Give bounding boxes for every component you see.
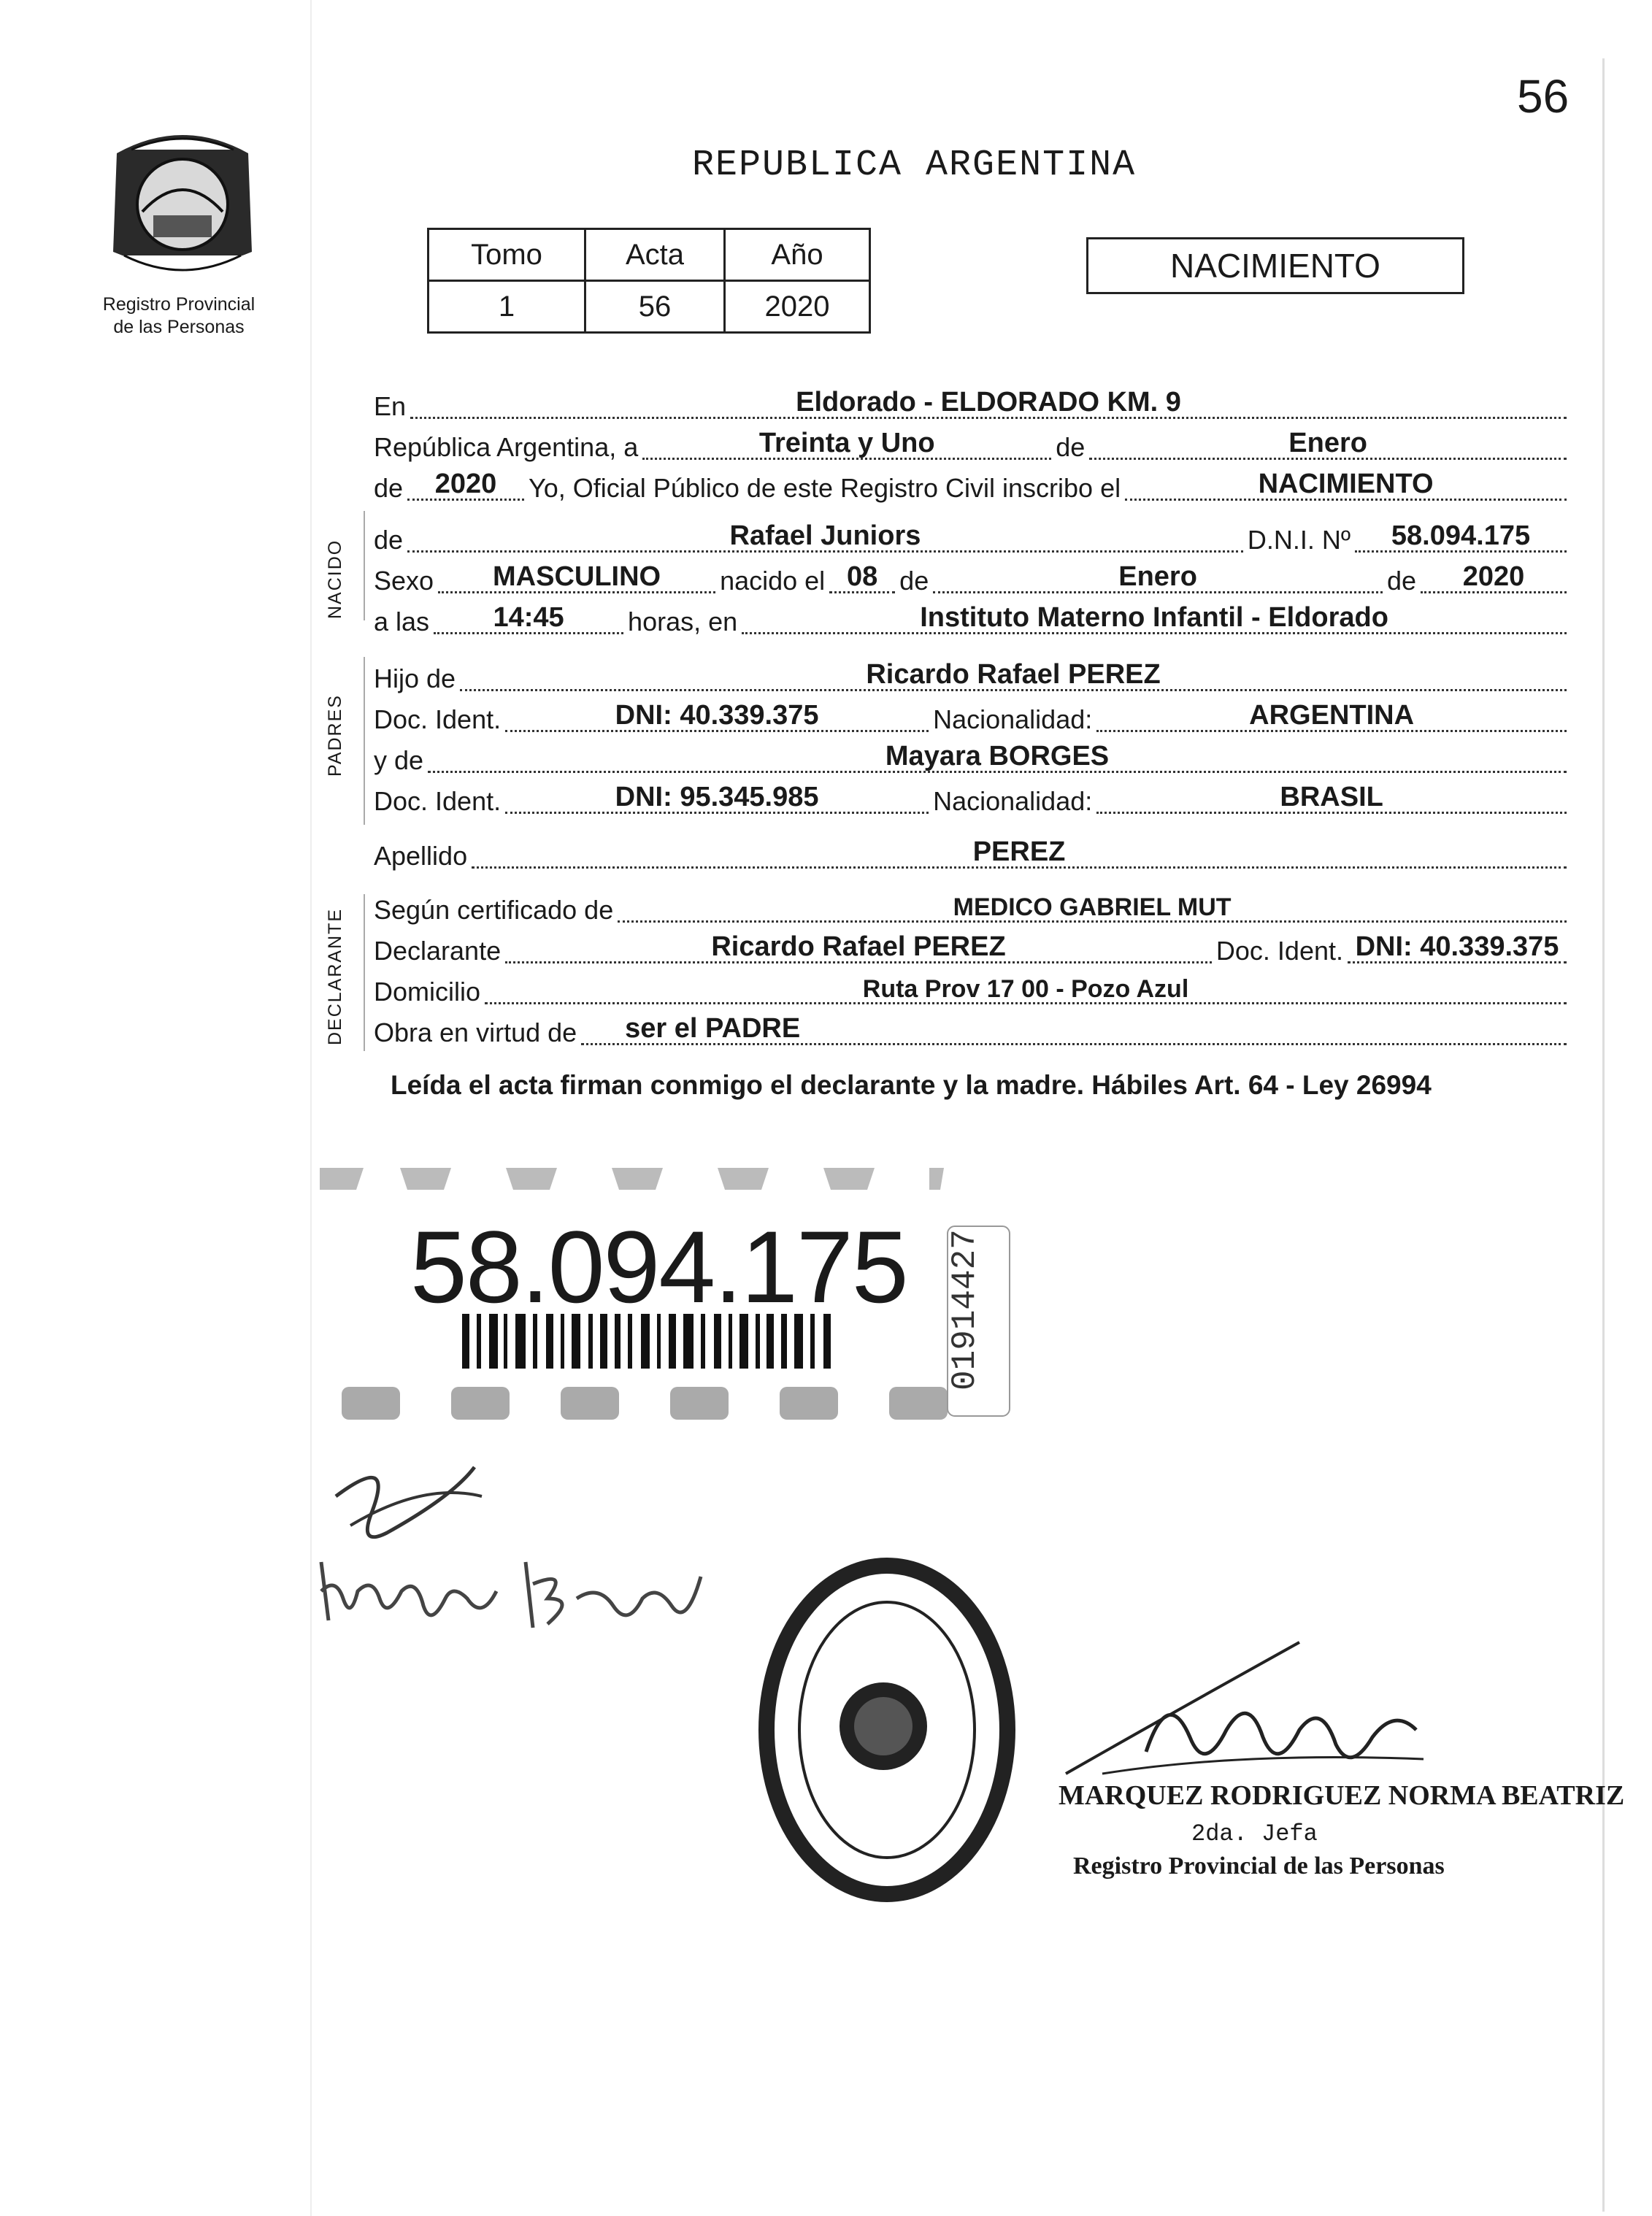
- label-a-las: a las: [374, 607, 430, 636]
- registry-header-row: [429, 229, 870, 281]
- value-father: Ricardo Rafael PEREZ: [866, 659, 1161, 690]
- paper-fold: [310, 0, 312, 2216]
- label-de-2: de: [374, 473, 404, 503]
- line-mother-doc: [374, 783, 1571, 821]
- label-doc-2: Doc. Ident.: [374, 786, 502, 816]
- registry-table: [427, 228, 871, 334]
- value-month: Enero: [1288, 428, 1367, 458]
- side-label-nacido: NACIDO: [325, 539, 345, 619]
- value-birth-day: 08: [847, 561, 878, 592]
- label-sexo: Sexo: [374, 566, 434, 596]
- emblem-caption-line2: de las Personas: [113, 317, 245, 337]
- value-sexo: MASCULINO: [493, 561, 661, 592]
- value-mother-nat: BRASIL: [1280, 782, 1383, 812]
- value-domicilio: Ruta Prov 17 00 - Pozo Azul: [862, 975, 1189, 1003]
- value-birth-place: Instituto Materno Infantil - Eldorado: [920, 602, 1388, 633]
- label-doc-1: Doc. Ident.: [374, 704, 502, 734]
- official-office: Registro Provincial de las Personas: [1073, 1853, 1445, 1880]
- page-number: 56: [1517, 70, 1570, 123]
- side-label-padres: PADRES: [325, 694, 345, 777]
- line-inscribo: [374, 470, 1571, 508]
- official-role: 2da. Jefa: [1191, 1820, 1318, 1847]
- value-tomo: 1: [429, 281, 585, 333]
- label-apellido: Apellido: [374, 841, 468, 871]
- signature-official: [1059, 1628, 1438, 1792]
- value-apellido: PEREZ: [972, 836, 1066, 867]
- label-de-4: de: [899, 566, 929, 596]
- registry-value-row: [429, 281, 870, 333]
- label-hijo: Hijo de: [374, 663, 456, 693]
- label-de-5: de: [1386, 566, 1416, 596]
- value-declarante: Ricardo Rafael PEREZ: [711, 931, 1006, 962]
- label-republica: República Argentina, a: [374, 432, 639, 462]
- label-nac-2: Nacionalidad:: [933, 786, 1093, 816]
- value-birth-year: 2020: [1462, 561, 1525, 592]
- value-declarante-doc: DNI: 40.339.375: [1355, 931, 1559, 962]
- divider-padres: [364, 657, 365, 825]
- label-doc-3: Doc. Ident.: [1215, 936, 1343, 966]
- label-horas: horas, en: [628, 607, 738, 636]
- label-nacido: nacido el: [720, 566, 826, 596]
- sticker-dni-number: 58.094.175: [410, 1209, 907, 1324]
- divider-declarante: [364, 894, 365, 1051]
- misiones-emblem: [102, 124, 263, 292]
- value-mother: Mayara BORGES: [885, 741, 1110, 772]
- label-de-3: de: [374, 525, 404, 555]
- label-de-1: de: [1056, 432, 1086, 462]
- official-stamp: [756, 1555, 1018, 1909]
- label-y-de: y de: [374, 745, 424, 775]
- value-time: 14:45: [493, 602, 564, 633]
- header-tomo: Tomo: [429, 229, 585, 281]
- country-title: REPUBLICA ARGENTINA: [692, 145, 1137, 186]
- signature-father-mother: [307, 1453, 715, 1639]
- divider-nacido: [364, 511, 365, 620]
- side-label-declarante: DECLARANTE: [325, 907, 345, 1045]
- header-acta: Acta: [585, 229, 725, 281]
- official-name: MARQUEZ RODRIGUEZ NORMA BEATRIZ: [1059, 1780, 1625, 1811]
- value-year: 2020: [434, 469, 497, 499]
- label-en: En: [374, 391, 407, 421]
- record-type-box: NACIMIENTO: [1086, 237, 1464, 294]
- line-time: [374, 604, 1571, 642]
- value-child-dni: 58.094.175: [1391, 520, 1531, 551]
- value-obra: ser el PADRE: [625, 1013, 801, 1044]
- value-anio: 2020: [725, 281, 870, 333]
- value-birth-month: Enero: [1118, 561, 1197, 592]
- line-apellido: [374, 838, 1571, 876]
- label-certificado: Según certificado de: [374, 895, 614, 925]
- paper-edge: [1602, 58, 1605, 2212]
- value-mother-doc: DNI: 95.345.985: [615, 782, 819, 812]
- value-place: Eldorado - ELDORADO KM. 9: [796, 387, 1181, 418]
- value-father-doc: DNI: 40.339.375: [615, 700, 819, 731]
- label-declarante: Declarante: [374, 936, 502, 966]
- line-obra: [374, 1015, 1571, 1053]
- label-obra: Obra en virtud de: [374, 1017, 577, 1047]
- value-acta: 56: [585, 281, 725, 333]
- value-certificado: MEDICO GABRIEL MUT: [953, 893, 1232, 921]
- value-father-nat: ARGENTINA: [1249, 700, 1415, 731]
- label-inscribo: Yo, Oficial Público de este Registro Civil inscribo el: [529, 473, 1121, 503]
- sticker-serial: 01914427: [946, 1229, 984, 1390]
- closing-note: Leída el acta firman conmigo el declarante y la madre. Hábiles Art. 64 - Ley 26994: [391, 1070, 1432, 1100]
- emblem-caption: [80, 293, 277, 339]
- value-inscribo: NACIMIENTO: [1258, 469, 1434, 499]
- header-anio: Año: [725, 229, 870, 281]
- emblem-caption-line1: Registro Provincial: [102, 294, 256, 315]
- label-domicilio: Domicilio: [374, 977, 481, 1007]
- value-day-words: Treinta y Uno: [758, 428, 935, 458]
- value-child-name: Rafael Juniors: [729, 520, 921, 551]
- label-dni: D.N.I. Nº: [1247, 525, 1351, 555]
- label-nac-1: Nacionalidad:: [933, 704, 1093, 734]
